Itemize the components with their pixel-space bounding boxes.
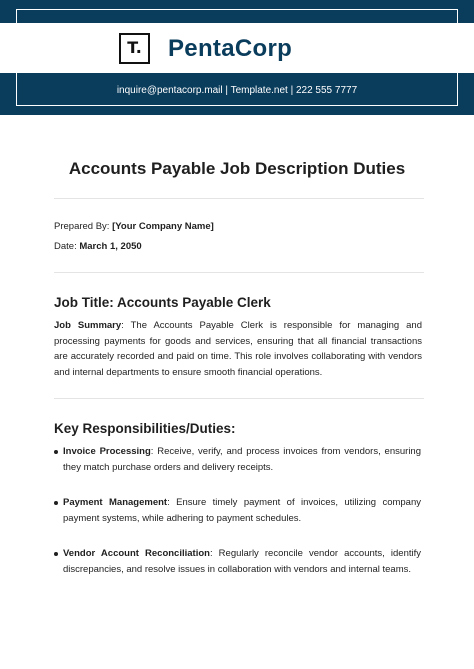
responsibilities-heading: Key Responsibilities/Duties: — [54, 421, 236, 436]
job-summary — [54, 318, 422, 380]
responsibility-text: : Regularly reconcile vendor accounts, identify discrepancies, and resolve issues in collaboration with vendors and internal teams. — [63, 548, 421, 575]
responsibility-text: : Receive, verify, and process invoices from vendors, ensuring they match purchase orders and delivery receipts. — [63, 446, 421, 473]
responsibility-label: Payment Management — [63, 497, 168, 508]
responsibility-label: Invoice Processing — [63, 446, 151, 457]
document-date — [54, 241, 142, 253]
brand-name: PentaCorp — [168, 35, 293, 62]
list-item — [63, 495, 421, 526]
job-title-heading: Job Title: Accounts Payable Clerk — [54, 295, 271, 310]
divider — [54, 272, 424, 273]
date-value: March 1, 2050 — [79, 241, 142, 252]
prepared-by-label: Prepared By: — [54, 221, 110, 232]
job-summary-text: : The Accounts Payable Clerk is responsible for managing and processing payments for goods and services, ensuring that all financial transactions are accurately recorded and paid on time. This role involves collaborating with vendors and internal departments to ensure smooth financial operations. — [54, 320, 422, 378]
responsibility-label: Vendor Account Reconciliation — [63, 548, 210, 559]
job-summary-label: Job Summary — [54, 320, 122, 331]
bullet-icon — [54, 501, 58, 505]
divider — [54, 398, 424, 399]
contact-info: inquire@pentacorp.mail | Template.net | 222 555 7777 — [116, 85, 358, 96]
divider — [54, 198, 424, 199]
prepared-by-value: [Your Company Name] — [112, 221, 214, 232]
list-item — [63, 444, 421, 475]
company-logo-icon: T. — [119, 33, 150, 64]
bullet-icon — [54, 552, 58, 556]
bullet-icon — [54, 450, 58, 454]
prepared-by — [54, 221, 214, 233]
list-item — [63, 546, 421, 577]
page-title: Accounts Payable Job Description Duties — [68, 159, 406, 178]
responsibility-text: : Ensure timely payment of invoices, utilizing company payment systems, while adhering to payment schedules. — [63, 497, 421, 524]
date-label: Date: — [54, 241, 77, 252]
